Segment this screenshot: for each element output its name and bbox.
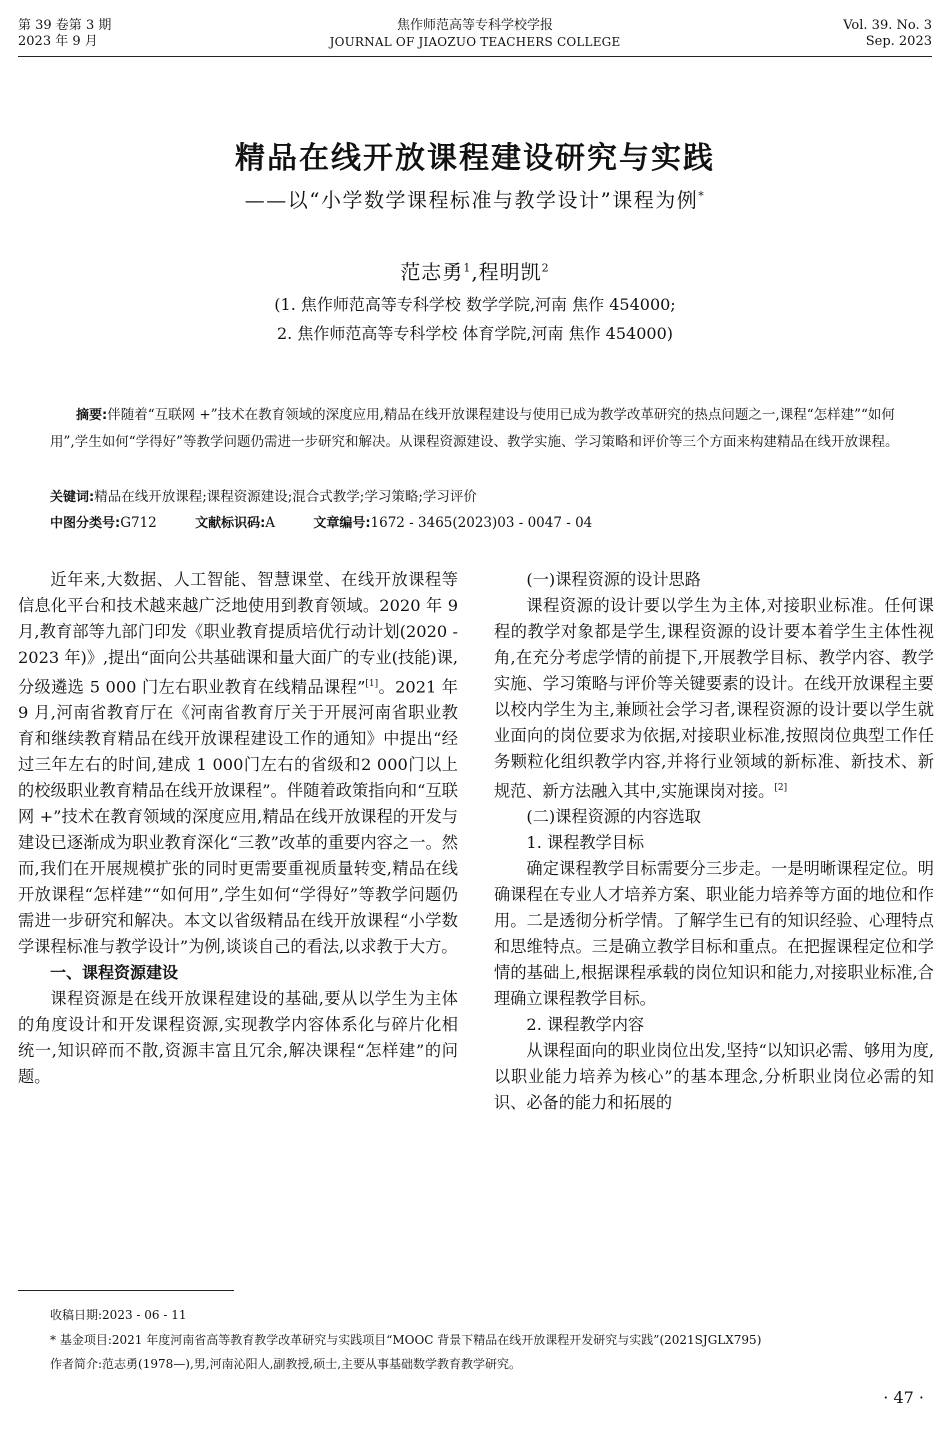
affiliation-2: 2. 焦作师范高等专科学校 体育学院,河南 焦作 454000) <box>276 324 674 343</box>
citation-2: [2] <box>774 783 788 793</box>
journal-name-cn: 焦作师范高等专科学校学报 <box>396 18 553 33</box>
item-teaching-content: 2. 课程教学内容 <box>526 1015 645 1035</box>
subsection-design-ideas: (一)课程资源的设计思路 <box>526 570 701 589</box>
teaching-content-paragraph: 从课程面向的职业岗位出发,坚持“以知识必需、够用为度,以职业能力培养为核心”的基本理念,分析职业岗位必需的知识、必备的能力和拓展的 <box>494 1041 934 1113</box>
classification-row <box>50 512 626 531</box>
teaching-objectives-paragraph: 确定课程教学目标需要分三步走。一是明晰课程定位。明确课程在专业人才培养方案、职业能力培养等方面的地位和作用。二是透彻分析学情。了解学生已有的知识经验、心理特点和思维特点。三是确立教学目标和重点。在把握课程定位和学情的基础上,根据课程承载的岗位知识和能力,对接职业标准,合理确立课程教学目标。 <box>494 859 934 1009</box>
abstract-paragraph <box>50 402 914 455</box>
body-column-right <box>494 567 934 1116</box>
author-1: 范志勇 <box>400 260 464 284</box>
date-en: Sep. 2023 <box>865 34 932 49</box>
footnote-author-bio: 作者简介:范志勇(1978—),男,河南沁阳人,副教授,硕士,主要从事基础数学教育教学研究。 <box>50 1357 522 1371</box>
body-column-left <box>18 567 458 1090</box>
keywords <box>50 485 477 505</box>
clc-number <box>50 512 157 531</box>
section-1-paragraph: 课程资源是在线开放课程建设的基础,要从以学生为主体的角度设计和开发课程资源,实现教学内容体系化与碎片化相统一,知识碎而不散,资源丰富且冗余,解决课程“怎样建”的问题。 <box>18 989 458 1087</box>
author-1-affil-mark: 1 <box>463 261 472 275</box>
article-number <box>313 512 592 531</box>
article-number-label: 文章编号: <box>313 516 371 531</box>
date-cn: 2023 年 9 月 <box>18 34 98 49</box>
item-teaching-objectives: 1. 课程教学目标 <box>526 833 645 853</box>
section-heading-1: 一、课程资源建设 <box>50 963 179 983</box>
intro-text-a: 近年来,大数据、人工智能、智慧课堂、在线开放课程等信息化平台和技术越来越广泛地使用到教育领域。2020 年 9 月,教育部等九部门印发《职业教育提质培优行动计划(2020 - 2023 年)》,提出“面向公共基础课和量大面广的专业(技能)课,分级遴选 5 000 门左右职业教育在线精品课程” <box>18 570 458 697</box>
doc-code-label: 文献标识码: <box>195 516 266 531</box>
subtitle-footnote-mark: * <box>698 189 706 203</box>
header-divider <box>18 56 932 57</box>
intro-text-b: 。2021 年 9 月,河南省教育厅在《河南省教育厅关于开展河南省职业教育和继续教育精品在线开放课程建设工作的通知》中提出“经过三年左右的时间,建成 1 000门左右的省级和2 000门以上的校级职业教育精品在线开放课程”。伴随着政策指向和“互联网 +”技术在教育领域的深度应用,精品在线开放课程的开发与建设已逐渐成为职业教育深化“三教”改革的重要内容之一。然而,我们在开展规模扩张的同时更需要重视质量转变,精品在线开放课程“怎样建”“如何用”,学生如何“学得好”等教学问题仍需进一步研究和解决。本文以省级精品在线开放课程“小学数学课程标准与教学设计”为例,谈谈自己的看法,以求教于大方。 <box>18 677 458 957</box>
footnote-fund: * 基金项目:2021 年度河南省高等教育教学改革研究与实践项目“MOOC 背景下精品在线开放课程开发研究与实践”(2021SJGLX795) <box>50 1333 762 1347</box>
abstract-text: 伴随着“互联网 +”技术在教育领域的深度应用,精品在线开放课程建设与使用已成为教学改革研究的热点问题之一,课程“怎样建”“如何用”,学生如何“学得好”等教学问题仍需进一步研究和解决。从课程资源建设、教学实施、学习策略和评价等三个方面来构建精品在线开放课程。 <box>50 407 899 450</box>
subsection-content-selection: (二)课程资源的内容选取 <box>526 807 701 827</box>
clc-label: 中图分类号: <box>50 516 121 531</box>
paper-subtitle <box>0 184 950 213</box>
document-code <box>195 512 275 531</box>
author-2-affil-mark: 2 <box>541 261 550 275</box>
running-header <box>18 18 932 54</box>
author-separator: , <box>471 260 479 284</box>
journal-name-en: JOURNAL OF JIAOZUO TEACHERS COLLEGE <box>329 35 621 49</box>
authors <box>0 256 950 285</box>
keywords-text: 精品在线开放课程;课程资源建设;混合式教学;学习策略;学习评价 <box>94 489 477 505</box>
intro-paragraph <box>18 567 458 960</box>
design-ideas-text: 课程资源的设计要以学生为主体,对接职业标准。任何课程的教学对象都是学生,课程资源的设计要本着学生主体性视角,在充分考虑学情的前提下,开展教学目标、教学内容、教学实施、学习策略与评价等关键要素的设计。在线开放课程主要以校内学生为主,兼顾社会学习者,课程资源的设计要以学生就业面向的岗位要求为依据,对接职业标准,按照岗位典型工作任务颗粒化组织教学内容,并将行业领域的新标准、新技术、新规范、新方法融入其中,实施课岗对接。 <box>494 596 934 801</box>
subtitle-text: ——以“小学数学课程标准与教学设计”课程为例 <box>244 188 699 212</box>
footnote-divider <box>18 1290 234 1291</box>
citation-1: [1] <box>365 679 379 689</box>
clc-value: G712 <box>120 515 157 531</box>
design-ideas-paragraph <box>494 593 934 804</box>
article-number-value: 1672 - 3465(2023)03 - 0047 - 04 <box>370 515 593 531</box>
paper-title: 精品在线开放课程建设研究与实践 <box>235 141 715 176</box>
volume-en: Vol. 39. No. 3 <box>843 18 932 33</box>
doc-code-value: A <box>265 515 276 531</box>
affiliation-1: (1. 焦作师范高等专科学校 数学学院,河南 焦作 454000; <box>274 295 676 314</box>
volume-cn: 第 39 卷第 3 期 <box>18 18 112 33</box>
header-right <box>843 18 932 50</box>
header-center <box>18 18 932 50</box>
footnote-received-date: 收稿日期:2023 - 06 - 11 <box>50 1308 187 1322</box>
abstract <box>50 402 914 455</box>
page-number: · 47 · <box>883 1388 924 1407</box>
keywords-label: 关键词: <box>50 490 95 505</box>
abstract-label: 摘要: <box>76 408 108 423</box>
author-2: 程明凯 <box>478 260 542 284</box>
